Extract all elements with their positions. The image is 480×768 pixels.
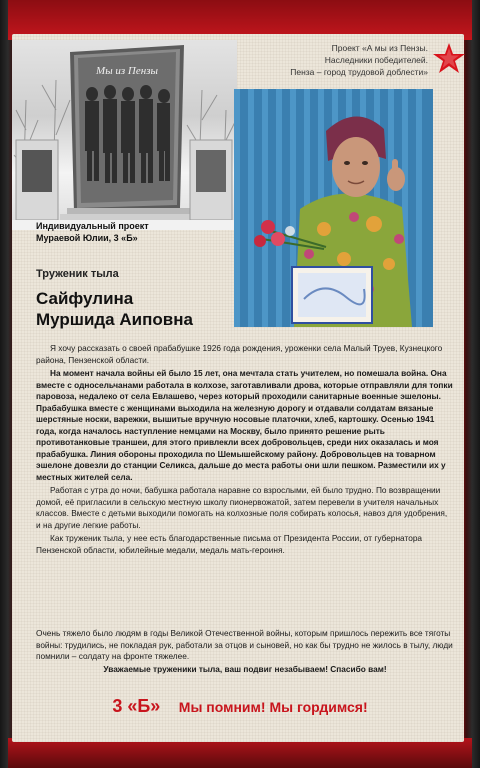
caption-line-1: Индивидуальный проект: [36, 221, 149, 231]
person-given-names: Муршида Аиповна: [36, 310, 193, 329]
footer-slogan: [0, 696, 480, 717]
portrait-photo: [234, 89, 433, 327]
bottom-red-band: [8, 738, 472, 768]
project-author-caption: [36, 220, 149, 244]
project-header: [290, 42, 428, 78]
project-line-2: Наследники победителей.: [324, 55, 428, 65]
story-text: [36, 343, 454, 558]
project-line-1: Проект «А мы из Пензы.: [331, 43, 428, 53]
person-surname: Сайфулина: [36, 289, 134, 308]
story-paragraph-2: На момент начала войны ей было 15 лет, она мечтала стать учителем, но помешала война. Она вместе с односельчанами работала в колхозе, заготавливали дрова, которые отправляли для топки паровоза, недалеко от села Евлашево, через который проходили санитарные военные эшелоны. Прабабушка вместе с женщинами выходила на железную дорогу и отдавали солдатам вязаные шерстяные носки, варежки, вышитые вручную носовые платочки, хлеб, картошку. Осенью 1941 года, когда началось наступление немцами на Москву, было принято решение рыть противотанковые траншеи, для этого привлекли всех добровольцев, среди них оказалась и моя прабабушка. Линия обороны проходила по Шемышейскому району. Добровольцев на товарном эшелоне довезли до станции Селикса, дальше до места работы они шли пешком. Разместили их у местных жителей села.: [36, 368, 453, 482]
portrait-illustration: [234, 89, 433, 327]
closing-text: [36, 628, 454, 675]
motto: Мы помним! Мы гордимся!: [178, 699, 368, 715]
story-paragraph-3: Работая с утра до ночи, бабушка работала наравне со взрослыми, ей было трудно. По возвращении домой, её пригласили в сельскую местную школу пионервожатой, затем перевели в учителя начальных классов. Вместе с детьми выходили помогать на колхозные поля собирать колосья, навоз для удобрения, и на другие легкие работы.: [36, 485, 448, 530]
project-line-3: Пенза – город трудовой доблести»: [290, 67, 428, 77]
monument-photo: [12, 40, 237, 230]
person-name: [36, 288, 193, 330]
monument-illustration: [12, 40, 237, 230]
section-subtitle: Труженик тыла: [36, 268, 119, 280]
caption-line-2: Мураевой Юлии, 3 «Б»: [36, 233, 138, 243]
red-star-icon: [432, 42, 466, 76]
story-paragraph-1: Я хочу рассказать о своей прабабушке 1926 года рождения, уроженки села Малый Труев, Кузнецкого района, Пензенской области.: [36, 343, 443, 365]
monument-plaque-text: Мы из Пензы: [96, 65, 158, 77]
story-paragraph-4: Как труженик тыла, у нее есть благодарственные письма от Президента России, от губернатора Пензенской области, юбилейные медали, медаль мать-героиня.: [36, 533, 423, 555]
thanks-line: Уважаемые труженики тыла, ваш подвиг незабываем! Спасибо вам!: [103, 663, 387, 674]
class-label: 3 «Б»: [112, 696, 161, 716]
closing-paragraph: Очень тяжело было людям в годы Великой Отечественной войны, которым пришлось пережить все тяготы войны: трудились, не покладая рук, работали за отцов и сыновей, но как бы трудно не жилось в тылу, люди помнили – солдату на фронте тяжелее.: [36, 628, 453, 661]
